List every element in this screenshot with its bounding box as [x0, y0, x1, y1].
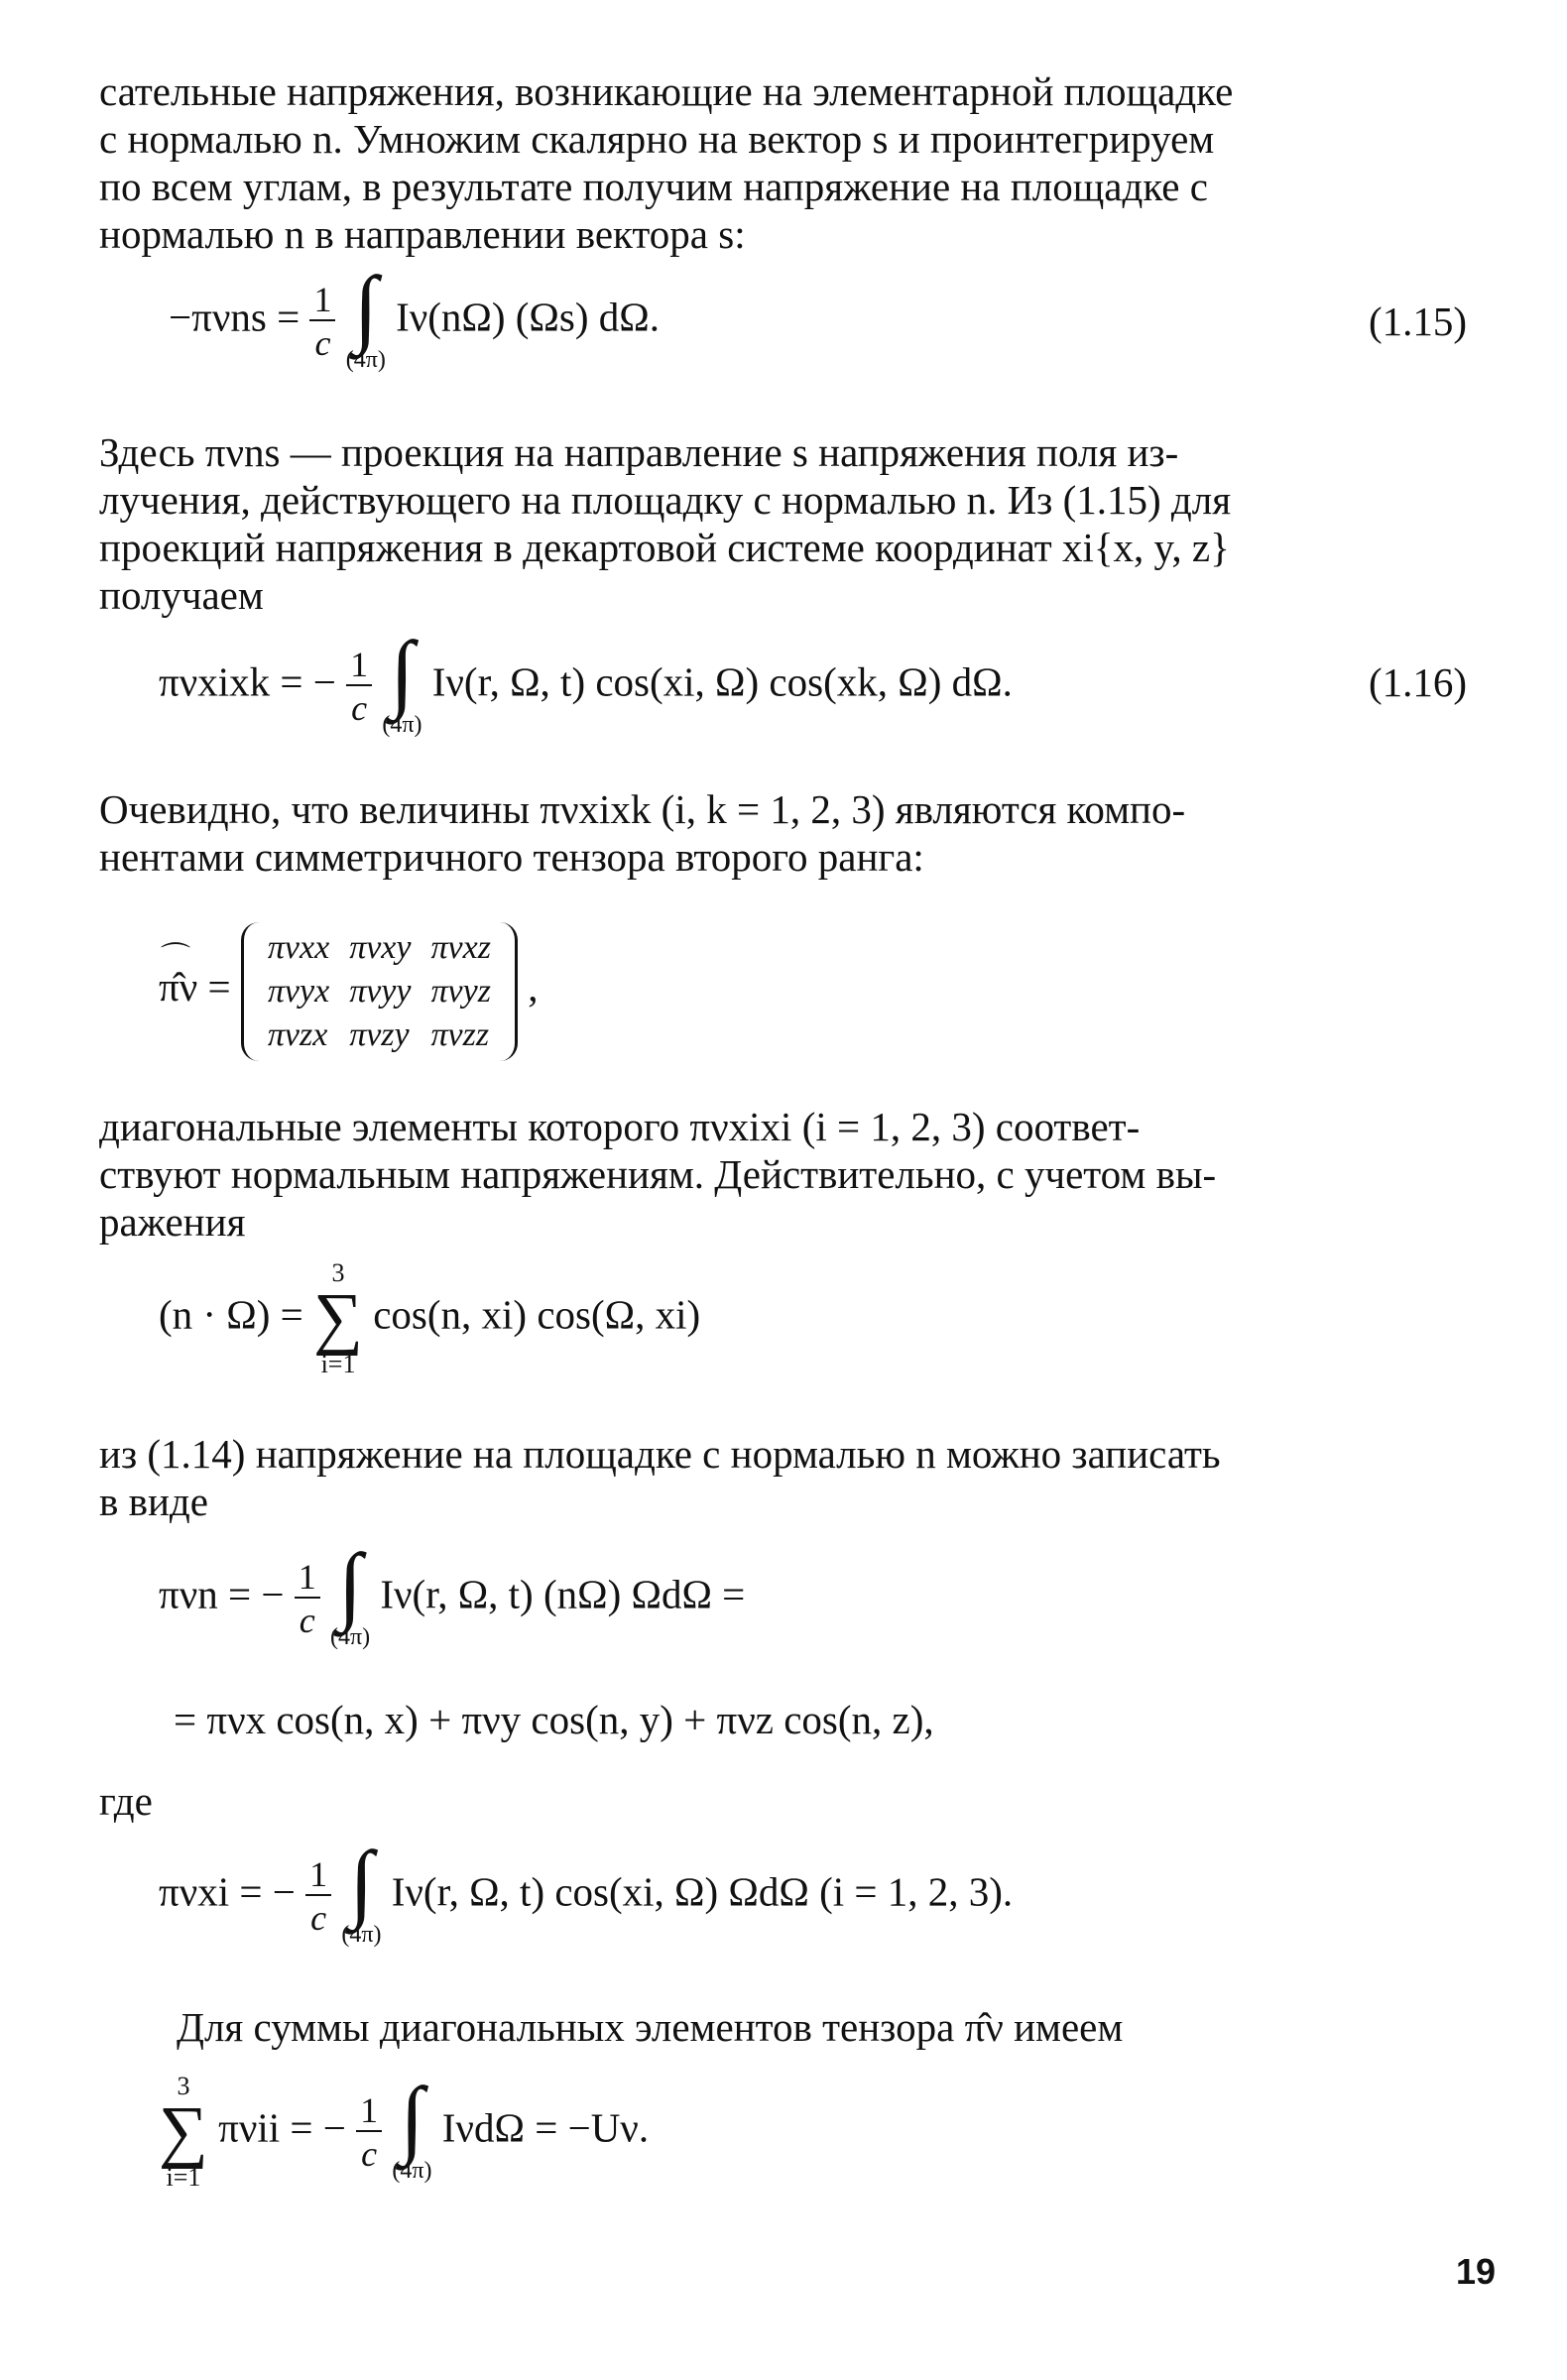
eq-integrand: Iν(r, Ω, t) (nΩ) ΩdΩ =	[380, 1571, 746, 1617]
eq-lhs: πνxi = −	[159, 1868, 296, 1915]
matrix-cell: πνyz	[430, 973, 491, 1010]
tensor-matrix	[241, 922, 518, 1061]
paragraph-tensor	[99, 785, 1488, 881]
fraction: $\frac{1}{c}$	[346, 647, 372, 726]
text-line: диагональные элементы которого πνxixi (i = 1, 2, 3) соответ-	[99, 1104, 1141, 1149]
matrix-cell: πνzy	[349, 1016, 410, 1053]
text-line: Для суммы диагональных элементов тензора π̂ν имеем	[177, 2004, 1124, 2050]
fraction: $\frac{1}{c}$	[309, 282, 335, 361]
text-line: нентами симметричного тензора второго ранга:	[99, 834, 924, 880]
matrix-cell: πνxz	[430, 929, 491, 966]
matrix-cell: πνyx	[267, 973, 330, 1010]
sum-sign: 3 ∑ i=1	[159, 2072, 208, 2192]
integral-sign: ∫ (4π)	[392, 2071, 432, 2184]
integral-sign: ∫ (4π)	[345, 260, 386, 373]
paragraph-projection	[99, 428, 1488, 619]
eq-integrand: IνdΩ = −Uν.	[441, 2104, 650, 2151]
text-line: лучения, действующего на площадку с нормалью n. Из (1.15) для	[99, 477, 1232, 523]
text-line: ствуют нормальным напряжениям. Действительно, с учетом вы-	[99, 1151, 1217, 1197]
integral-sign: ∫ (4π)	[329, 1537, 371, 1650]
paragraph-where	[99, 1777, 1488, 1825]
paragraph-normal	[99, 1430, 1488, 1525]
eq-lhs: πνn = −	[159, 1571, 285, 1617]
eq-trail: ,	[528, 964, 539, 1011]
equation-stress-vector	[159, 1835, 1014, 1948]
eq-lhs: −πνns =	[169, 294, 301, 340]
equation-trace	[159, 2073, 649, 2192]
text-line: сательные напряжения, возникающие на элементарной площадке	[99, 68, 1234, 114]
matrix-cell: πνzx	[267, 1016, 328, 1053]
sum-sign: 3 ∑ i=1	[313, 1258, 363, 1378]
eq-rhs: cos(n, xi) cos(Ω, xi)	[373, 1291, 701, 1338]
eq-integrand: Iν(r, Ω, t) cos(xi, Ω) ΩdΩ (i = 1, 2, 3).	[391, 1868, 1014, 1915]
eq-lhs: πνii = −	[218, 2104, 346, 2151]
text-line: из (1.14) напряжение на площадке с нормалью n можно записать	[99, 1431, 1221, 1477]
equation-tensor	[159, 922, 538, 1061]
text-line: в виде	[99, 1479, 208, 1524]
eq-lhs: (n · Ω) =	[159, 1291, 303, 1338]
equation-number: (1.15)	[1369, 298, 1468, 344]
text-line: по всем углам, в результате получим напряжение на площадке с	[99, 164, 1208, 209]
equation-number: (1.16)	[1369, 659, 1468, 705]
matrix-cell: πνzz	[430, 1016, 490, 1053]
matrix-cell: πνyy	[349, 973, 412, 1010]
text-line: с нормалью n. Умножим скалярно на вектор s и проинтегрируем	[99, 116, 1215, 162]
equation-normal-stress-expanded: = πνx cos(n, x) + πνy cos(n, y) + πνz cos(n, z),	[174, 1697, 934, 1742]
text-line: Очевидно, что величины πνxixk (i, k = 1, 2, 3) являются компо-	[99, 786, 1186, 832]
matrix-cell: πνxy	[349, 929, 412, 966]
fraction: $\frac{1}{c}$	[356, 2092, 382, 2172]
equation-1-16	[159, 625, 1013, 738]
page-number: 19	[1456, 2251, 1497, 2292]
fraction: $\frac{1}{c}$	[305, 1856, 331, 1936]
matrix-cell: πνxx	[267, 929, 330, 966]
text-line: ражения	[99, 1199, 246, 1245]
text-line: проекций напряжения в декартовой системе координат xi{x, y, z}	[99, 525, 1230, 570]
integral-sign: ∫ (4π)	[341, 1835, 382, 1948]
eq-lhs: πνxixk = −	[159, 658, 336, 705]
paragraph-trace	[177, 2003, 1486, 2051]
eq-integrand: Iν(r, Ω, t) cos(xi, Ω) cos(xk, Ω) dΩ.	[431, 658, 1013, 705]
text-line: нормалью n в направлении вектора s:	[99, 211, 746, 257]
integral-sign: ∫ (4π)	[382, 625, 422, 738]
paragraph-intro	[99, 67, 1488, 258]
paragraph-diagonal	[99, 1103, 1488, 1246]
eq-integrand: Iν(nΩ) (Ωs) dΩ.	[396, 294, 660, 340]
tensor-symbol: ⌒ π̂ν =	[159, 963, 231, 1011]
equation-1-15	[169, 260, 660, 373]
text-line: Здесь πνns — проекция на направление s напряжения поля из-	[99, 429, 1179, 475]
fraction: $\frac{1}{c}$	[295, 1559, 320, 1638]
text-line: где	[99, 1778, 153, 1824]
equation-dot-product	[159, 1259, 700, 1378]
equation-normal-stress	[159, 1537, 746, 1650]
text-line: получаем	[99, 572, 264, 618]
